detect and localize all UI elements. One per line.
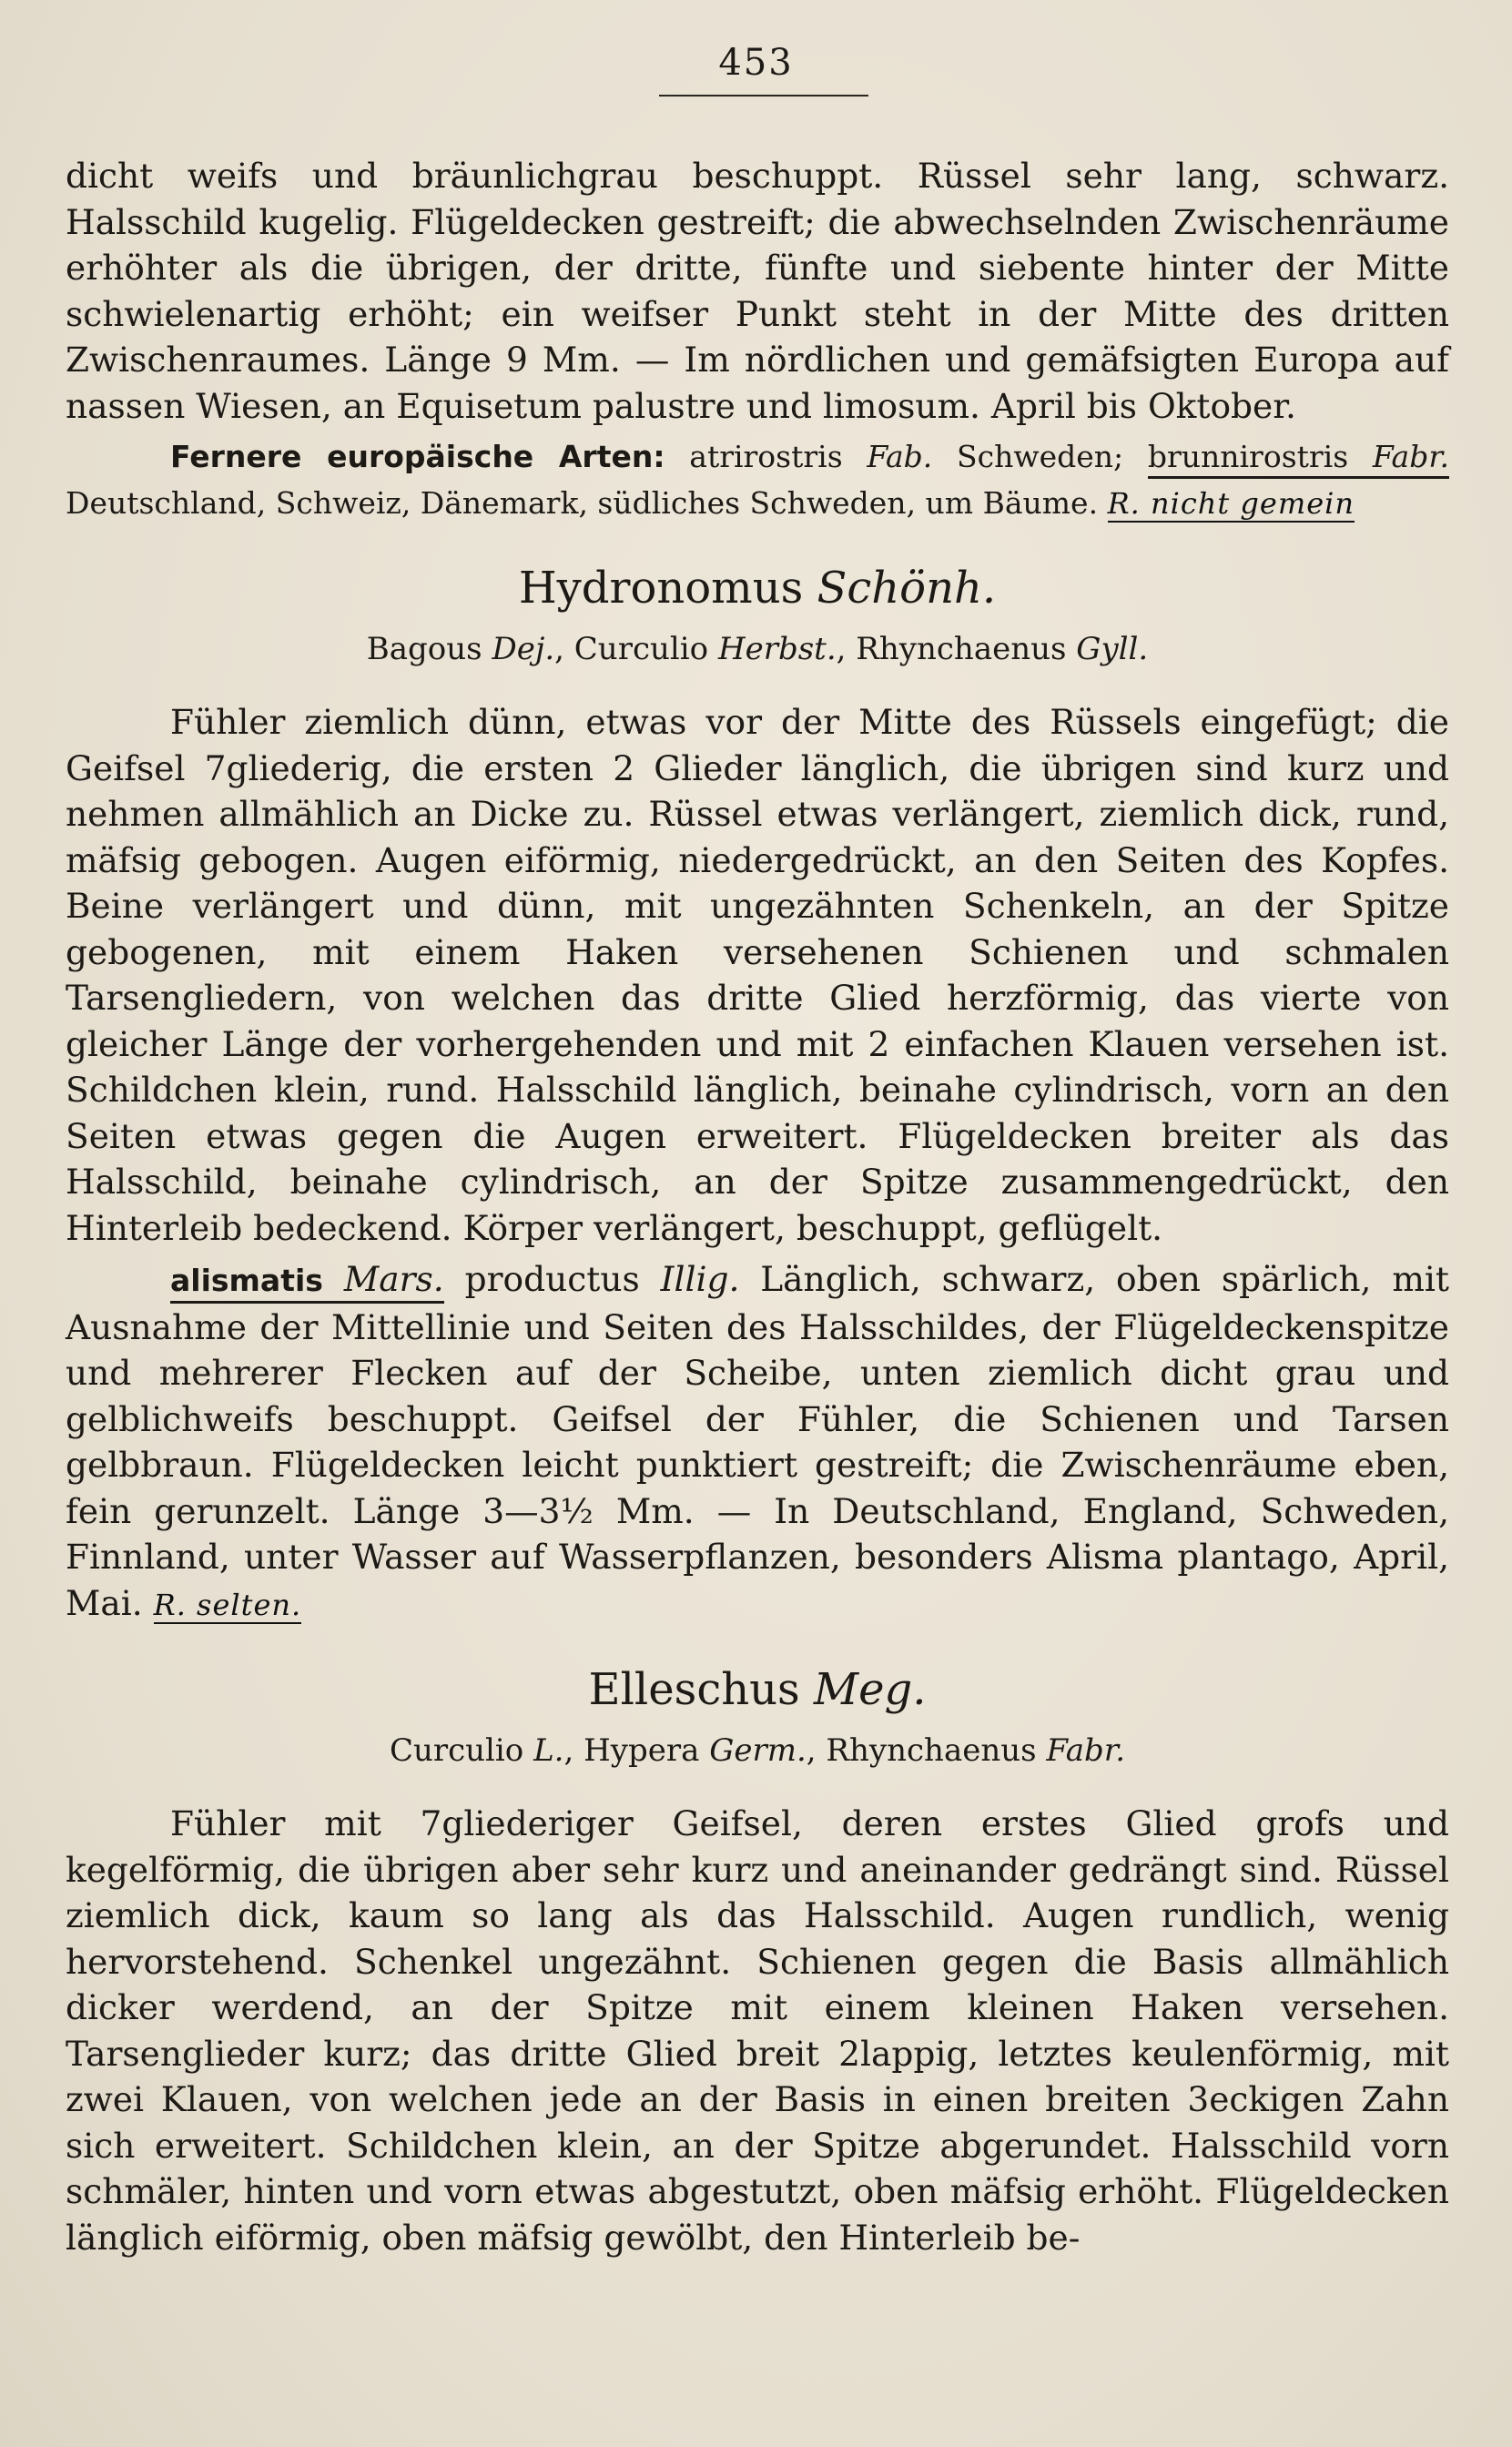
genus-name: Hydronomus — [518, 563, 804, 614]
synonym-name: Rhynchaenus — [856, 631, 1067, 667]
species-synonym-author: Illig. — [660, 1259, 740, 1299]
synonym-name: Rhynchaenus — [826, 1732, 1037, 1769]
genus-author: Meg. — [813, 1664, 927, 1715]
synonym-name: Curculio — [389, 1732, 524, 1769]
synonym-name: Bagous — [366, 631, 482, 667]
underlined-species — [170, 1259, 444, 1304]
page-number-rule — [659, 95, 868, 96]
species-name: atrirostris — [689, 439, 843, 474]
genus-description: Fühler mit 7gliederiger Geifsel, deren erstes Glied grofs und kegelförmig, die übrigen aber sehr kurz und aneinander gedrängt sind. Rüssel ziemlich dick, kaum so lang als das Halsschild. Augen rundlich, wenig hervorstehend. Schenkel ungezähnt. Schienen gegen die Basis allmählich dicker werdend, an der Spitze mit einem kleinen Haken versehen. Tarsenglieder kurz; das dritte Glied breit 2lappig, letztes keulenförmig, mit zwei Klauen, von welchen jede an der Basis in einen breiten 3eckigen Zahn sich erweitert. Schildchen klein, an der Spitze abgerundet. Halsschild vorn schmäler, hinten und vorn etwas abgestutzt, oben mäfsig erhöht. Flügeldecken länglich eiförmig, oben mäfsig gewölbt, den Hinterleib be- — [66, 1803, 1449, 2258]
species-range: Deutschland, Schweiz, Dänemark, südliches Schweden, um Bäume. — [66, 484, 1099, 521]
synonym-author: Dej. — [492, 631, 555, 667]
genus-heading-elleschus — [66, 1662, 1449, 1717]
underlined-species — [1148, 439, 1449, 479]
genus-heading-hydronomus — [66, 561, 1449, 615]
species-author: Fab. — [867, 439, 933, 474]
further-species-label: Fernere europäische Arten: — [170, 439, 665, 474]
genus-synonyms: Curculio L., Hypera Germ., Rhynchaenus Fabr. — [389, 1732, 1126, 1769]
intro-paragraph: dicht weifs und bräunlichgrau beschuppt. Rüssel sehr lang, schwarz. Halsschild kugelig. Flügeldecken gestreift; die abwechselnden Zwischenräume erhöhter als die übrigen, der dritte, fünfte und siebente hinter der Mitte schwielenartig erhöht; ein weifser Punkt steht in der Mitte des dritten Zwischenraumes. Länge 9 Mm. — Im nördlichen und gemäfsigten Europa auf nassen Wiesen, an Equisetum palustre und limosum. April bis Oktober. — [66, 156, 1449, 426]
synonym-author: Germ. — [709, 1732, 807, 1769]
synonym-author: Gyll. — [1076, 631, 1149, 667]
species-description: Länglich, schwarz, oben spärlich, mit Ausnahme der Mittellinie und Seiten des Halsschildes, der Flügeldeckenspitze und mehrerer Flecken auf der Scheibe, unten ziemlich dicht grau und gelblichweifs beschuppt. Geifsel der Fühler, die Schienen und Tarsen gelbbraun. Flügeldecken leicht punktiert gestreift; die Zwischenräume eben, fein gerunzelt. Länge 3—3½ Mm. — In Deutschland, England, Schweden, Finnland, unter Wasser auf Wasserpflanzen, besonders Alisma plantago, April, Mai. — [66, 1259, 1449, 1623]
species-name: brunnirostris — [1147, 439, 1349, 474]
species-paragraph-alismatis — [66, 1256, 1449, 1628]
synonym-author: L. — [533, 1732, 564, 1769]
further-species-paragraph — [66, 434, 1449, 526]
genus-synonyms: Bagous Dej., Curculio Herbst., Rhynchaenus Gyll. — [366, 631, 1149, 667]
page-number: 453 — [718, 42, 794, 84]
handwritten-note: R. selten. — [153, 1587, 302, 1622]
species-author: Fabr. — [1372, 439, 1449, 474]
synonym-name: Curculio — [573, 631, 709, 667]
synonym-author: Herbst. — [717, 631, 837, 667]
species-author: Mars. — [343, 1259, 444, 1299]
genus-author: Schönh. — [817, 563, 997, 614]
page-body — [66, 153, 1449, 2260]
species-synonym: productus — [443, 1259, 661, 1299]
genus-description: Fühler ziemlich dünn, etwas vor der Mitte des Rüssels eingefügt; die Geifsel 7gliederig, die ersten 2 Glieder länglich, die übrigen sind kurz und nehmen allmählich an Dicke zu. Rüssel etwas verlängert, ziemlich dick, rund, mäfsig gebogen. Augen eiförmig, niedergedrückt, an den Seiten des Kopfes. Beine verlängert und dünn, mit ungezähnten Schenkeln, an der Spitze gebogenen, mit einem Haken versehenen Schienen und schmalen Tarsengliedern, von welchen das dritte Glied herzförmig, das vierte von gleicher Länge der vorhergehenden und mit 2 einfachen Klauen versehen ist. Schildchen klein, rund. Halsschild länglich, beinahe cylindrisch, vorn an den Seiten etwas gegen die Augen erweitert. Flügeldecken breiter als das Halsschild, beinahe cylindrisch, an der Spitze zusammengedrückt, den Hinterleib bedeckend. Körper verlängert, beschuppt, geflügelt. — [66, 702, 1449, 1248]
handwritten-note: R. nicht gemein — [1107, 485, 1355, 521]
synonym-name: Hypera — [583, 1732, 700, 1769]
synonym-author: Fabr. — [1046, 1732, 1126, 1769]
species-range: Schweden; — [932, 439, 1148, 474]
genus-name: Elleschus — [588, 1664, 800, 1715]
species-name: alismatis — [170, 1263, 323, 1298]
